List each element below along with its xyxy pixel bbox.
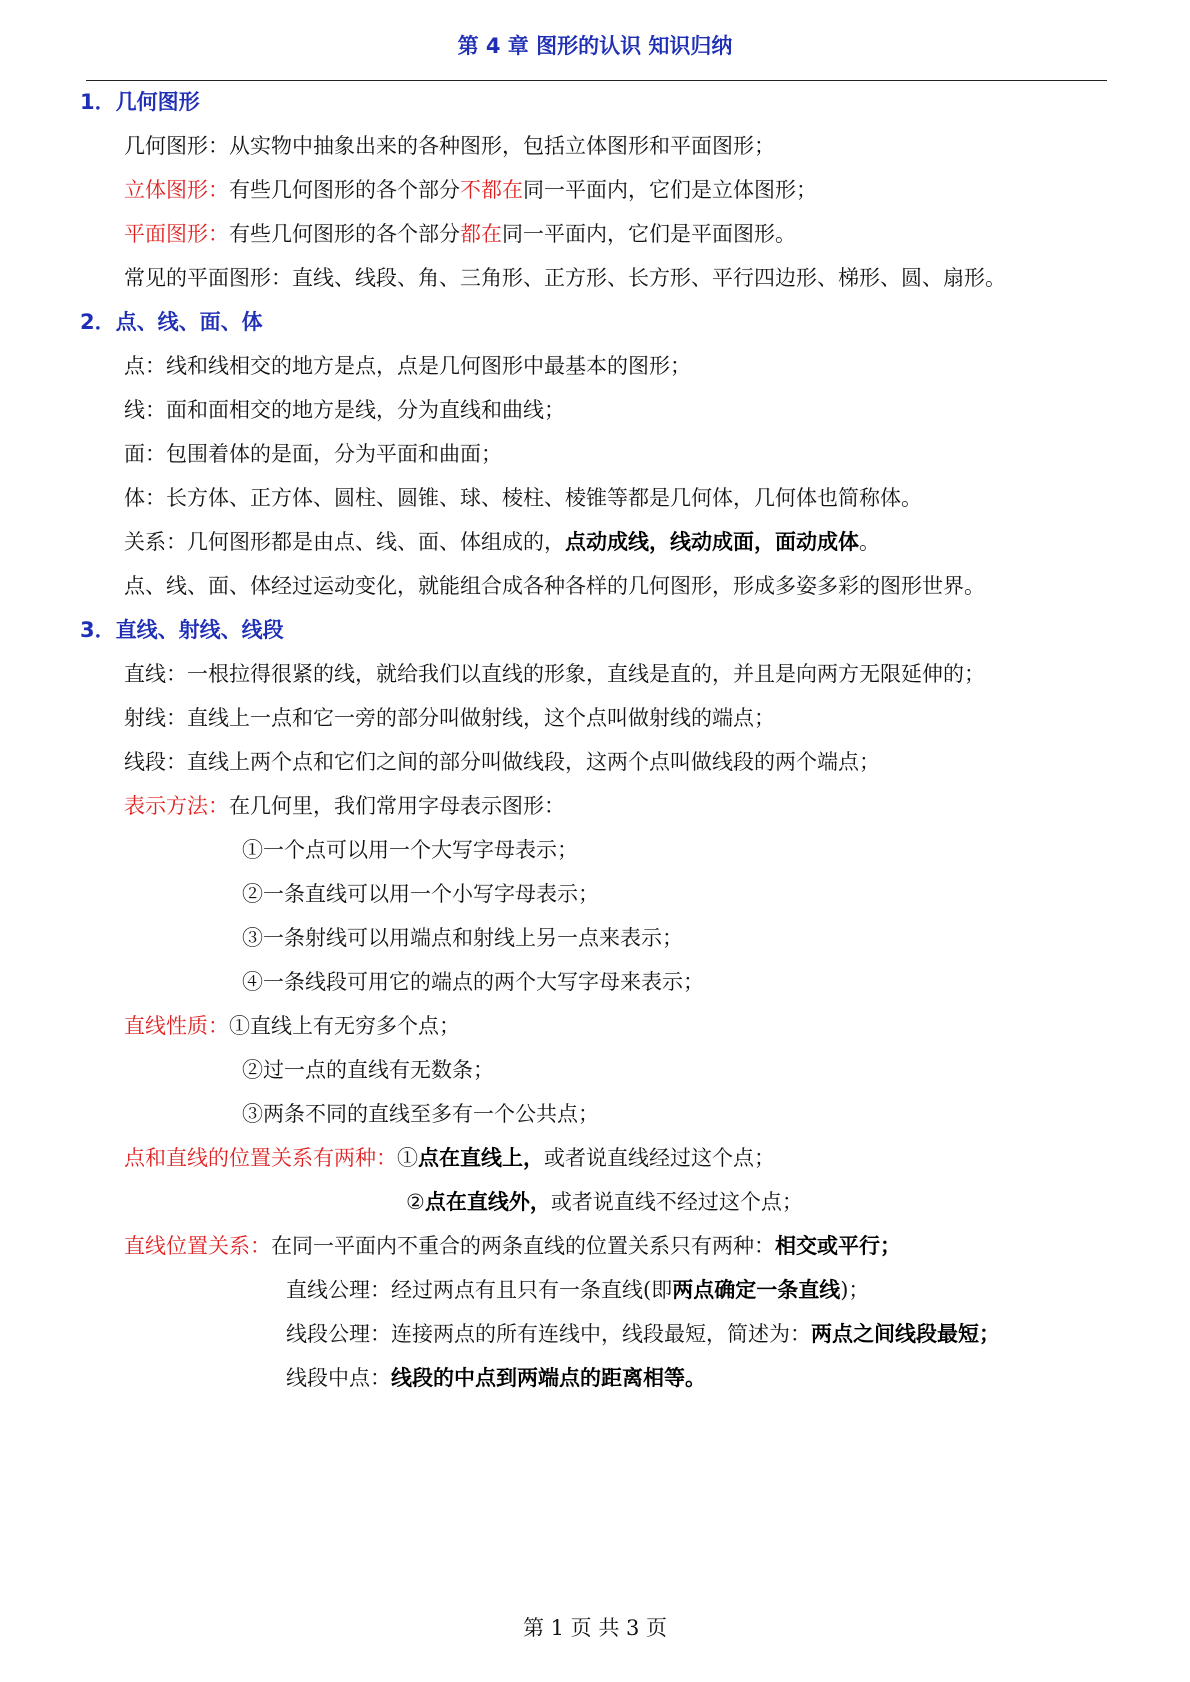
page-number: 第 1 页 共 3 页 xyxy=(522,1616,668,1640)
s3-rep-item-4: ④一条线段可用它的端点的两个大写字母来表示； xyxy=(242,970,704,994)
emphasis: 都在 xyxy=(460,222,502,246)
s3-rep-item-1: ①一个点可以用一个大写字母表示； xyxy=(242,838,578,862)
term-label: 点和直线的位置关系有两种： xyxy=(124,1146,397,1170)
s3-rep-item-3: ③一条射线可以用端点和射线上另一点来表示； xyxy=(242,926,683,950)
s1-plane-figure: 平面图形：有些几何图形的各个部分都在同一平面内，它们是平面图形。 xyxy=(124,222,796,246)
bold-text: 相交或平行； xyxy=(775,1234,901,1258)
term-label: 直线性质： xyxy=(124,1014,229,1038)
s3-prop-item-2: ②过一点的直线有无数条； xyxy=(242,1058,494,1082)
s3-line-properties: 直线性质：①直线上有无穷多个点； xyxy=(124,1014,460,1038)
bold-text: 两点确定一条直线 xyxy=(672,1278,841,1302)
s3-point-line-relation: 点和直线的位置关系有两种：①点在直线上，或者说直线经过这个点； xyxy=(124,1146,775,1170)
s3-segment-midpoint: 线段中点：线段的中点到两端点的距离相等。 xyxy=(286,1366,706,1390)
section-1-heading: 1．几何图形 xyxy=(80,90,200,114)
section-2-heading: 2．点、线、面、体 xyxy=(80,310,263,334)
s1-definition: 几何图形：从实物中抽象出来的各种图形，包括立体图形和平面图形； xyxy=(124,134,775,158)
bold-text: 点动成线，线动成面，面动成体 xyxy=(565,530,859,554)
header-divider xyxy=(86,80,1107,81)
bold-text: 点在直线上， xyxy=(418,1146,544,1170)
s2-point: 点：线和线相交的地方是点，点是几何图形中最基本的图形； xyxy=(124,354,691,378)
bold-text: 两点之间线段最短； xyxy=(811,1322,1000,1346)
s3-line-axiom: 直线公理：经过两点有且只有一条直线(即两点确定一条直线)； xyxy=(286,1278,870,1302)
s3-segment: 线段：直线上两个点和它们之间的部分叫做线段，这两个点叫做线段的两个端点； xyxy=(124,750,880,774)
s3-prop-item-3: ③两条不同的直线至多有一个公共点； xyxy=(242,1102,599,1126)
s3-segment-axiom: 线段公理：连接两点的所有连线中，线段最短，简述为：两点之间线段最短； xyxy=(286,1322,1000,1346)
s2-motion: 点、线、面、体经过运动变化，就能组合成各种各样的几何图形，形成多姿多彩的图形世界。 xyxy=(124,574,985,598)
s3-rep-item-2: ②一条直线可以用一个小写字母表示； xyxy=(242,882,599,906)
page-title: 第 4 章 图形的认识 知识归纳 xyxy=(457,34,733,58)
s1-solid-figure: 立体图形：有些几何图形的各个部分不都在同一平面内，它们是立体图形； xyxy=(124,178,817,202)
term-label: 表示方法： xyxy=(124,794,229,818)
s3-point-line-relation-2: ②点在直线外，或者说直线不经过这个点； xyxy=(406,1190,803,1214)
section-3-heading: 3．直线、射线、线段 xyxy=(80,618,284,642)
s2-solid: 体：长方体、正方体、圆柱、圆锥、球、棱柱、棱锥等都是几何体，几何体也简称体。 xyxy=(124,486,922,510)
s3-line-position-relation: 直线位置关系：在同一平面内不重合的两条直线的位置关系只有两种：相交或平行； xyxy=(124,1234,901,1258)
term-label: 直线位置关系： xyxy=(124,1234,271,1258)
s3-representation: 表示方法：在几何里，我们常用字母表示图形： xyxy=(124,794,565,818)
term-label: 平面图形： xyxy=(124,222,229,246)
s2-line: 线：面和面相交的地方是线，分为直线和曲线； xyxy=(124,398,565,422)
bold-text: 点在直线外， xyxy=(424,1190,551,1214)
s2-relation: 关系：几何图形都是由点、线、面、体组成的，点动成线，线动成面，面动成体。 xyxy=(124,530,880,554)
s3-straight-line: 直线：一根拉得很紧的线，就给我们以直线的形象，直线是直的，并且是向两方无限延伸的； xyxy=(124,662,985,686)
term-label: 立体图形： xyxy=(124,178,229,202)
s3-ray: 射线：直线上一点和它一旁的部分叫做射线，这个点叫做射线的端点； xyxy=(124,706,775,730)
s2-surface: 面：包围着体的是面，分为平面和曲面； xyxy=(124,442,502,466)
s1-common-figures: 常见的平面图形：直线、线段、角、三角形、正方形、长方形、平行四边形、梯形、圆、扇形。 xyxy=(124,266,1006,290)
emphasis: 不都在 xyxy=(460,178,523,202)
bold-text: 线段的中点到两端点的距离相等。 xyxy=(391,1366,706,1390)
